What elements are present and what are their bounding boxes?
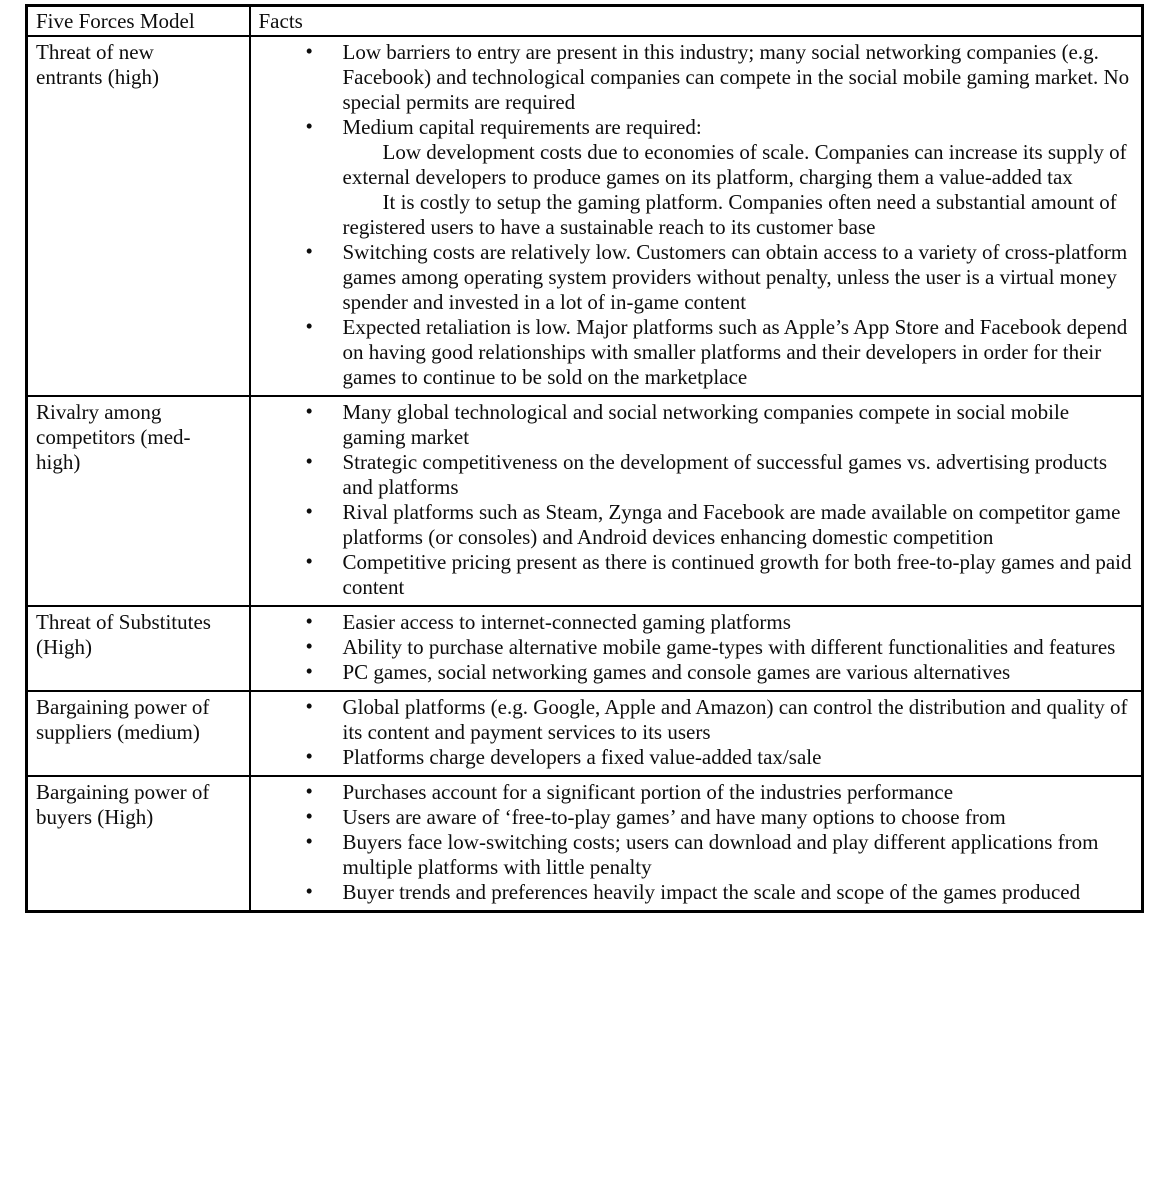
table-row (27, 776, 1143, 912)
bullet-icon: • (305, 659, 313, 683)
bullet-icon: • (305, 399, 313, 423)
bullet-icon: • (305, 779, 313, 803)
bullet-icon: • (305, 239, 313, 263)
bullet-icon: • (305, 804, 313, 828)
bullet-icon: • (305, 449, 313, 473)
force-label: Rivalry among competitors (med-high) (36, 400, 191, 474)
force-label: Bargaining power of buyers (High) (36, 780, 210, 829)
force-cell (27, 776, 250, 912)
fact-bullet-item (251, 450, 1136, 500)
facts-list (251, 780, 1136, 905)
fact-text: Buyers face low-switching costs; users can download and play different applications from multiple platforms with little penalty (342, 830, 1099, 879)
header-cell-model (27, 6, 250, 37)
fact-sub-paragraph (251, 190, 1136, 240)
bullet-icon: • (305, 499, 313, 523)
fact-text: Ability to purchase alternative mobile game-types with different functionalities and features (342, 635, 1116, 659)
fact-text: Low barriers to entry are present in this industry; many social networking companies (e.g. Facebook) and technological companies can compete in the social mobile gaming market. No special permits are required (342, 40, 1130, 114)
fact-text: Users are aware of ‘free-to-play games’ and have many options to choose from (342, 805, 1006, 829)
force-label: Threat of Substitutes (High) (36, 610, 211, 659)
fact-text: Many global technological and social networking companies compete in social mobile gaming market (342, 400, 1070, 449)
fact-text: Global platforms (e.g. Google, Apple and Amazon) can control the distribution and quality of its content and payment services to its users (342, 695, 1128, 744)
force-cell (27, 691, 250, 776)
fact-text: Easier access to internet-connected gaming platforms (342, 610, 791, 634)
fact-bullet-item (251, 115, 1136, 140)
force-cell (27, 606, 250, 691)
fact-text: Medium capital requirements are required: (342, 115, 702, 139)
table-row (27, 606, 1143, 691)
fact-text: Rival platforms such as Steam, Zynga and Facebook are made available on competitor game platforms (or consoles) and Android devices enhancing domestic competition (342, 500, 1121, 549)
fact-bullet-item (251, 660, 1136, 685)
five-forces-table (25, 4, 1144, 913)
bullet-icon: • (305, 634, 313, 658)
bullet-icon: • (305, 829, 313, 853)
facts-cell (250, 691, 1143, 776)
fact-bullet-item (251, 400, 1136, 450)
bullet-icon: • (305, 39, 313, 63)
fact-text: It is costly to setup the gaming platform. Companies often need a substantial amount of registered users to have a sustainable reach to its customer base (342, 190, 1117, 239)
bullet-icon: • (305, 609, 313, 633)
fact-bullet-item (251, 805, 1136, 830)
fact-bullet-item (251, 745, 1136, 770)
table-body (27, 36, 1143, 912)
facts-cell (250, 396, 1143, 606)
fact-bullet-item (251, 635, 1136, 660)
facts-list (251, 400, 1136, 600)
facts-cell (250, 606, 1143, 691)
fact-text: Buyer trends and preferences heavily impact the scale and scope of the games produced (342, 880, 1081, 904)
force-cell (27, 36, 250, 396)
fact-bullet-item (251, 780, 1136, 805)
bullet-icon: • (305, 879, 313, 903)
force-label: Threat of new entrants (high) (36, 40, 160, 89)
table-row (27, 691, 1143, 776)
fact-bullet-item (251, 550, 1136, 600)
fact-bullet-item (251, 40, 1136, 115)
fact-text: Expected retaliation is low. Major platforms such as Apple’s App Store and Facebook depend on having good relationships with smaller platforms and their developers in order for their games to continue to be sold on the marketplace (342, 315, 1128, 389)
bullet-icon: • (305, 114, 313, 138)
facts-list (251, 40, 1136, 390)
bullet-icon: • (305, 314, 313, 338)
fact-bullet-item (251, 695, 1136, 745)
facts-list (251, 695, 1136, 770)
fact-text: Competitive pricing present as there is continued growth for both free-to-play games and paid content (342, 550, 1132, 599)
header-cell-facts (250, 6, 1143, 37)
fact-bullet-item (251, 500, 1136, 550)
fact-text: Low development costs due to economies of scale. Companies can increase its supply of external developers to produce games on its platform, charging them a value-added tax (342, 140, 1127, 189)
bullet-icon: • (305, 694, 313, 718)
header-row (27, 6, 1143, 37)
fact-bullet-item (251, 315, 1136, 390)
facts-list (251, 610, 1136, 685)
fact-text: PC games, social networking games and console games are various alternatives (342, 660, 1011, 684)
fact-text: Strategic competitiveness on the development of successful games vs. advertising products and platforms (342, 450, 1108, 499)
fact-bullet-item (251, 610, 1136, 635)
fact-text: Platforms charge developers a fixed value-added tax/sale (342, 745, 822, 769)
table-row (27, 36, 1143, 396)
header-facts-label: Facts (258, 9, 303, 33)
fact-bullet-item (251, 240, 1136, 315)
bullet-icon: • (305, 744, 313, 768)
fact-bullet-item (251, 830, 1136, 880)
fact-bullet-item (251, 880, 1136, 905)
fact-text: Purchases account for a significant portion of the industries performance (342, 780, 954, 804)
force-cell (27, 396, 250, 606)
table-row (27, 396, 1143, 606)
facts-cell (250, 776, 1143, 912)
bullet-icon: • (305, 549, 313, 573)
fact-sub-paragraph (251, 140, 1136, 190)
facts-cell (250, 36, 1143, 396)
fact-text: Switching costs are relatively low. Customers can obtain access to a variety of cross-platform games among operating system providers without penalty, unless the user is a virtual money spender and invested in a lot of in-game content (342, 240, 1128, 314)
force-label: Bargaining power of suppliers (medium) (36, 695, 210, 744)
header-model-label: Five Forces Model (36, 9, 195, 33)
